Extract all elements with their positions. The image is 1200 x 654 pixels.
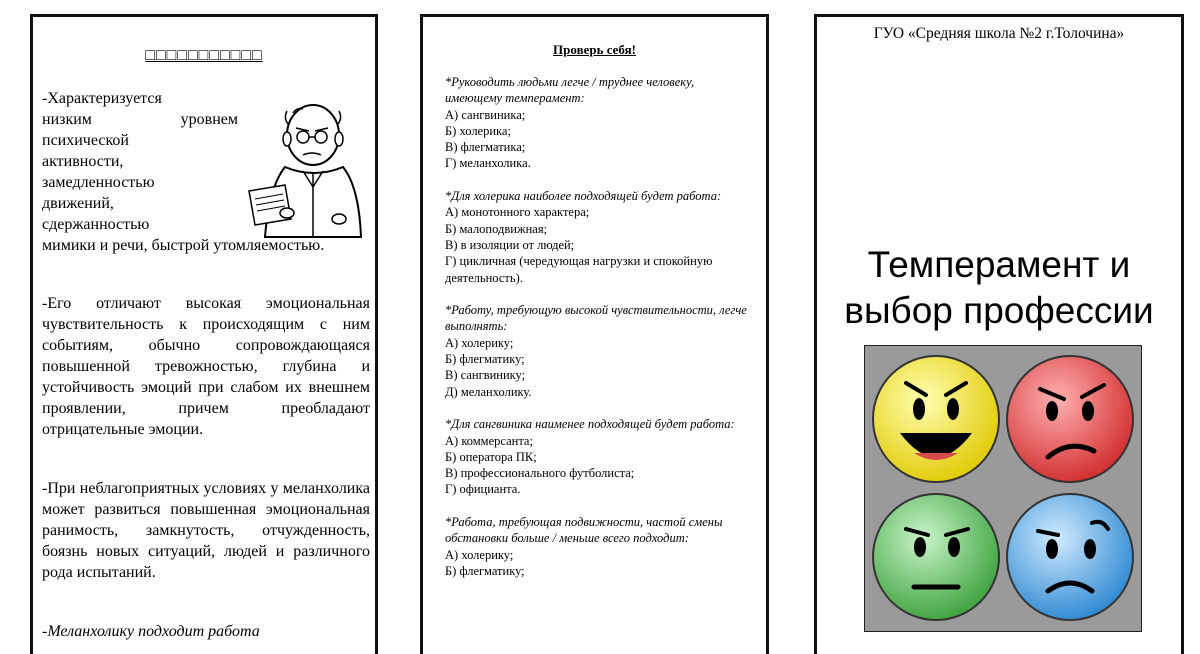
middle-panel [420,14,769,654]
question-text: *Руководить людьми легче / труднее человеку, имеющему темперамент: [445,75,695,106]
answer-option: В) профессионального футболиста; [445,466,635,481]
answer-option: А) холерику; [445,335,514,350]
melancholic-man-illustration [243,95,371,245]
blue-smiley [1007,494,1133,620]
answer-option: В) флегматика; [445,140,526,155]
answer-option: Б) флегматику; [445,563,525,578]
answer-option: Г) цикличная (чередующая нагрузки и спокойную деятельность). [445,254,713,285]
question-text: *Для сангвиника наименее подходящей будет работа: [445,417,735,432]
quiz-question [445,416,750,497]
answer-option: В) сангвинику; [445,368,526,383]
p1-line: движений, [42,195,114,212]
quiz-title: Проверь себя! [553,42,636,57]
p1-line: активности, [42,153,124,170]
quiz-question [445,74,750,172]
answer-option: В) в изоляции от людей; [445,237,575,252]
p1-line: замедленностью [42,174,155,191]
title-line: выбор профессии [844,290,1154,331]
yellow-smiley [873,356,999,482]
quiz-question [445,514,750,579]
answer-option: А) сангвиника; [445,107,526,122]
answer-option: Б) флегматику; [445,352,525,367]
quiz-question [445,302,750,400]
red-smiley [1007,356,1133,482]
answer-option: Г) официанта. [445,482,521,497]
question-text: *Для холерика наиболее подходящей будет работа: [445,189,722,204]
answer-option: Г) меланхолика. [445,156,531,171]
right-panel [814,14,1184,654]
p1-line: -Характеризуется [42,90,162,107]
p1-line: сдержанностью [42,216,150,233]
answer-option: А) холерику; [445,547,514,562]
green-smiley [873,494,999,620]
quiz-question [445,188,750,286]
answer-option: Б) малоподвижная; [445,221,548,236]
school-name: ГУО «Средняя школа №2 г.Толочина» [873,25,1125,42]
left-paragraph-4: -Меланхолику подходит работа [42,623,260,640]
temperament-smileys-image [864,345,1142,632]
left-panel [30,14,378,654]
question-text: *Работу, требующую высокой чувствительности, легче выполнять: [445,303,747,334]
melancholic-title: □□□□□□□□□□□ [145,47,263,64]
p1-line: низким уровнем [42,111,238,128]
quiz-questions [445,74,750,596]
answer-option: Б) оператора ПК; [445,449,537,464]
answer-option: Д) меланхолику. [445,384,532,399]
question-text: *Работа, требующая подвижности, частой смены обстановки больше / меньше всего подходит: [445,515,723,546]
p1-line: психической [42,132,129,149]
title-line: Темперамент и [867,244,1131,285]
answer-option: Б) холерика; [445,123,511,138]
answer-option: А) коммерсанта; [445,433,533,448]
p1-rest: мимики и речи, быстрой утомляемостью. [42,237,325,254]
answer-option: А) монотонного характера; [445,205,590,220]
left-paragraph-2: -Его отличают высокая эмоциональная чувствительность к происходящим с ним событиям, обычно сопровождающаяся повышенной тревожностью, глубина и устойчивость эмоций при слабом их внешнем проявлении, причем преобладают отрицательные эмоции. [42,295,370,438]
left-paragraph-3: -При неблагоприятных условиях у меланхолика может развиться повышенная эмоциональная ранимость, замкнутость, отчужденность, боязнь новых ситуаций, людей и различного рода испытаний. [42,480,370,581]
brochure-title [817,242,1181,334]
